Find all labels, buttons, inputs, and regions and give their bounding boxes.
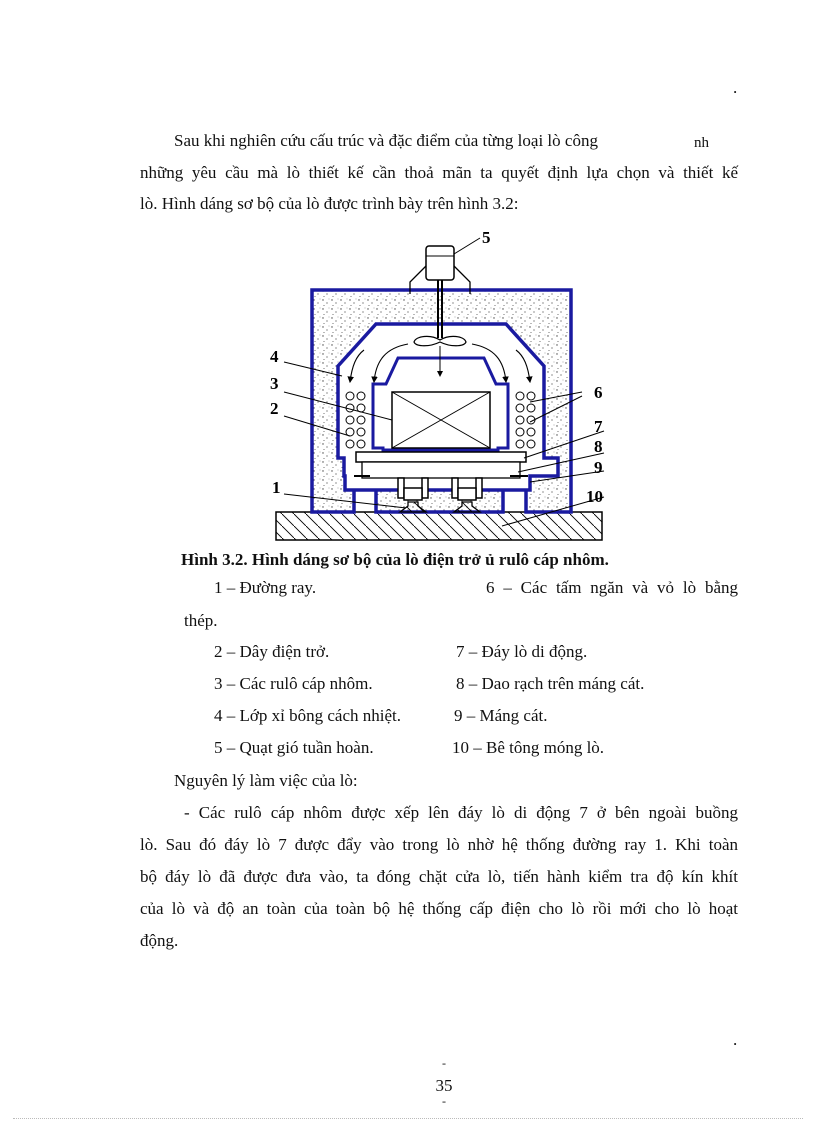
intro-line-3: lò. Hình dáng sơ bộ của lò được trình bày trên hình 3.2: [140, 194, 519, 213]
intro-line-1-tail: nh [694, 135, 709, 151]
legend-item-6-cont: thép. [184, 611, 218, 630]
legend-item-7: 7 – Đáy lò di động. [456, 642, 588, 661]
legend-item-5: 5 – Quạt gió tuần hoàn. [214, 738, 374, 757]
legend-item-2: 2 – Dây điện trở. [214, 642, 330, 661]
callout-7: 7 [594, 417, 603, 436]
principle-line-5: động. [140, 931, 179, 950]
principle-heading: Nguyên lý làm việc của lò: [174, 771, 358, 790]
principle-line-4: của lò và độ an toàn của toàn bộ hệ thống cấp điện cho lò rồi mới cho lò hoạt [140, 899, 738, 918]
concrete-foundation [276, 512, 602, 540]
callout-3: 3 [270, 374, 279, 393]
callout-4: 4 [270, 347, 279, 366]
callout-9: 9 [594, 458, 603, 477]
legend-item-6: 6 – Các tấm ngăn và vỏ lò bằng [486, 578, 738, 597]
callout-6: 6 [594, 383, 603, 402]
legend-item-10: 10 – Bê tông móng lò. [452, 738, 605, 757]
callout-5: 5 [482, 228, 491, 247]
callout-10: 10 [586, 487, 603, 506]
page-number: 35 [435, 1076, 453, 1095]
legend-item-9: 9 – Máng cát. [454, 706, 548, 725]
page-dash-top: - [442, 1056, 446, 1070]
furnace-diagram [258, 226, 610, 544]
legend-item-3: 3 – Các rulô cáp nhôm. [214, 674, 373, 693]
movable-hearth [356, 452, 526, 462]
legend-item-8: 8 – Dao rạch trên máng cát. [456, 674, 645, 693]
legend-item-1: 1 – Đường ray. [214, 578, 317, 597]
page-dash-bottom: - [442, 1094, 446, 1108]
intro-line-2: những yêu cầu mà lò thiết kế cần thoả mãn ta quyết định lựa chọn và thiết kế [140, 163, 738, 182]
callout-1: 1 [272, 478, 281, 497]
fan-motor [426, 246, 454, 280]
callout-2: 2 [270, 399, 279, 418]
callout-8: 8 [594, 437, 603, 456]
legend-item-4: 4 – Lớp xỉ bông cách nhiệt. [214, 706, 401, 725]
corner-mark-bottom: . [733, 1030, 738, 1049]
corner-mark-top: . [733, 78, 738, 97]
page-bottom-rule [13, 1118, 803, 1119]
principle-line-3: bộ đáy lò đã được đưa vào, ta đóng chặt cửa lò, tiến hành kiểm tra độ kín khít [140, 867, 738, 886]
intro-line-1: Sau khi nghiên cứu cấu trúc và đặc điểm của từng loại lò công [174, 131, 598, 150]
principle-line-2: lò. Sau đó đáy lò 7 được đẩy vào trong lò nhờ hệ thống đường ray 1. Khi toàn [140, 835, 738, 854]
figure-caption: Hình 3.2. Hình dáng sơ bộ của lò điện trở ủ rulô cáp nhôm. [181, 550, 609, 569]
principle-line-1: - Các rulô cáp nhôm được xếp lên đáy lò di động 7 ở bên ngoài buồng [184, 803, 738, 822]
